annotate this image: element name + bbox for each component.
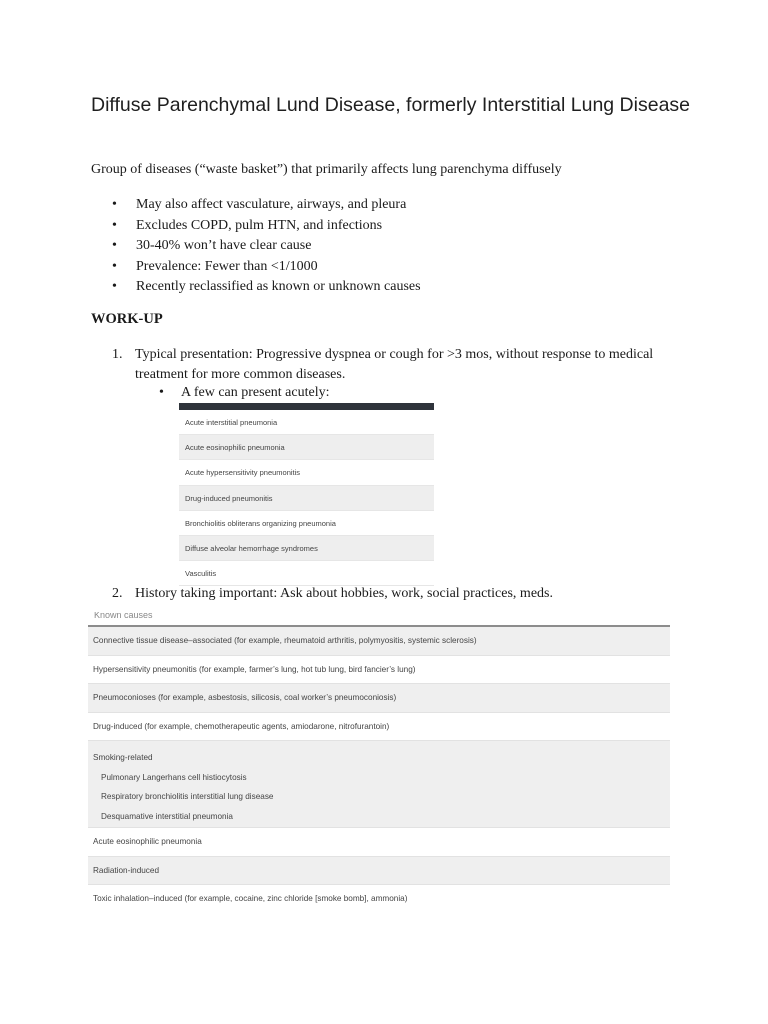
table-row: Connective tissue disease–associated (for example, rheumatoid arthritis, polymyositis, systemic sclerosis): [88, 627, 670, 656]
table-row: Vasculitis: [179, 561, 434, 586]
group-sub-item: Desquamative interstitial pneumonia: [101, 811, 233, 821]
bullet-list: [112, 195, 421, 298]
table-cut-header: Known causes: [94, 612, 153, 620]
table-row: Drug-induced (for example, chemotherapeutic agents, amiodarone, nitrofurantoin): [88, 713, 670, 742]
table-row: Bronchiolitis obliterans organizing pneumonia: [179, 511, 434, 536]
table-row: Radiation-induced: [88, 857, 670, 886]
table-row: Pneumoconioses (for example, asbestosis, silicosis, coal worker’s pneumoconiosis): [88, 684, 670, 713]
table-row: Acute eosinophilic pneumonia: [179, 435, 434, 460]
workup-heading: WORK-UP: [91, 311, 163, 327]
item-text: History taking important: Ask about hobbies, work, social practices, meds.: [135, 586, 553, 601]
table-row: Acute eosinophilic pneumonia: [88, 828, 670, 857]
table-row-group: [88, 741, 670, 828]
page-title: Diffuse Parenchymal Lund Disease, formerly Interstitial Lung Disease: [91, 94, 691, 116]
table-row: Acute hypersensitivity pneumonitis: [179, 460, 434, 485]
group-label: Smoking-related: [93, 753, 153, 762]
table-row: Toxic inhalation–induced (for example, cocaine, zinc chloride [smoke bomb], ammonia): [93, 894, 408, 903]
table-row: Hypersensitivity pneumonitis (for example, farmer’s lung, hot tub lung, bird fancier’s lung): [88, 656, 670, 685]
item-number: 1.: [112, 347, 123, 362]
item-number: 2.: [112, 586, 123, 601]
bullet-item: • 30-40% won’t have clear cause: [112, 236, 421, 257]
group-sub-item: Pulmonary Langerhans cell histiocytosis: [101, 772, 247, 782]
acute-presentation-table: [179, 403, 434, 586]
known-causes-table: [88, 612, 670, 914]
table-header-bar: [179, 403, 434, 410]
table-row: Diffuse alveolar hemorrhage syndromes: [179, 536, 434, 561]
bullet-item: • Recently reclassified as known or unknown causes: [112, 277, 421, 298]
bullet-item: • May also affect vasculature, airways, and pleura: [112, 195, 421, 216]
table-row: Acute interstitial pneumonia: [179, 410, 434, 435]
bullet-item: • Excludes COPD, pulm HTN, and infections: [112, 216, 421, 237]
intro-paragraph: Group of diseases (“waste basket”) that primarily affects lung parenchyma diffusely: [91, 162, 562, 177]
group-sub-item: Respiratory bronchiolitis interstitial lung disease: [101, 792, 274, 801]
item-text: Typical presentation: Progressive dyspnea or cough for >3 mos, without response to medical treatment for more common diseases.: [135, 347, 654, 382]
table-row: Drug-induced pneumonitis: [179, 486, 434, 511]
sub-bullet-text: A few can present acutely:: [181, 385, 330, 400]
bullet-dot-icon: •: [159, 385, 164, 400]
bullet-item: • Prevalence: Fewer than <1/1000: [112, 257, 421, 278]
